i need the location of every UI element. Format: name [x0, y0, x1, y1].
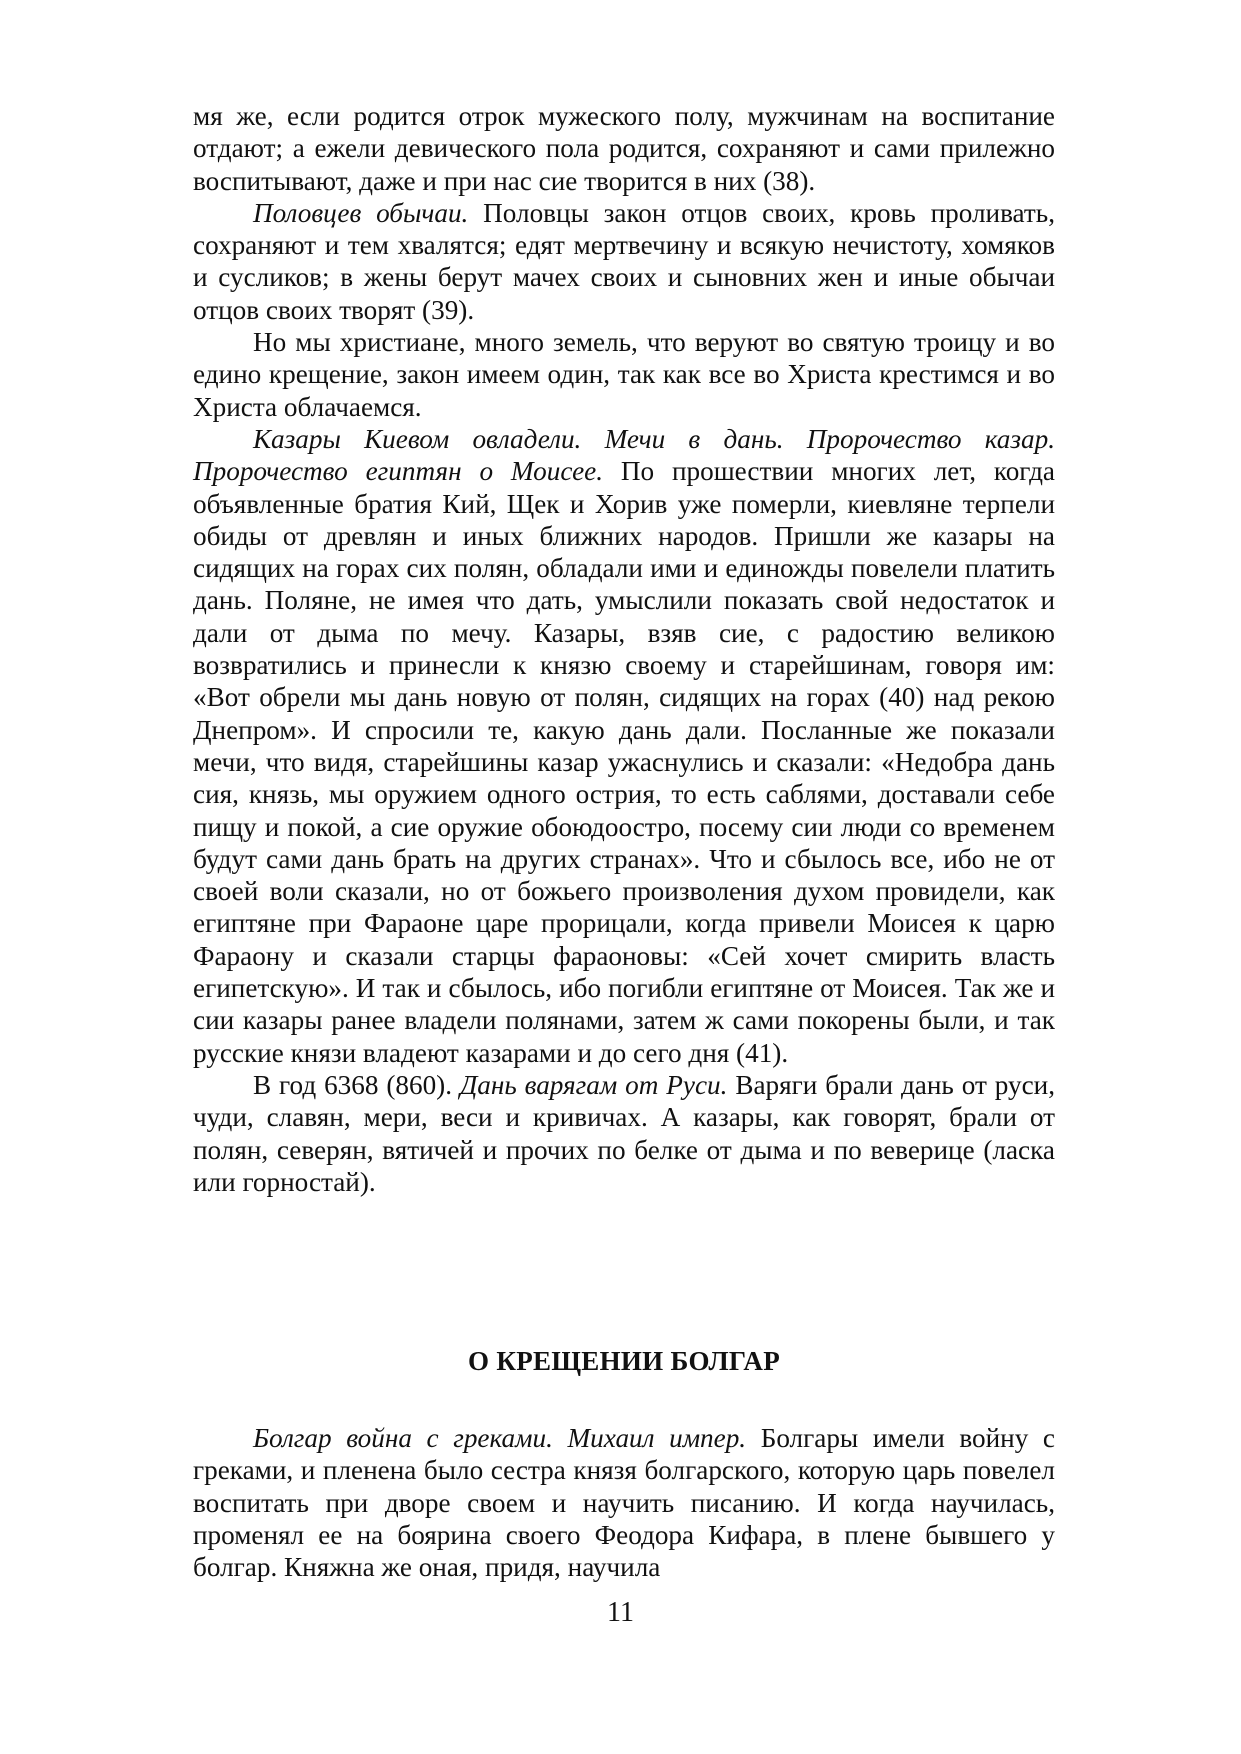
paragraph-2-lead: Половцев обычаи.: [253, 197, 469, 228]
paragraph-bulgar-text: Болгары имели войну с греками, и пленена было сестра князя болгарского, которую царь повелел воспитать при дворе своем и научить писанию. И когда научилась, променял ее на боярина своего Феодора Кифара, в плене бывшего у болгар. Княжна же оная, придя, научила: [193, 1423, 1055, 1583]
paragraph-5-italic: Дань варягам от Руси.: [459, 1069, 728, 1100]
paragraph-1-text: мя же, если родится отрок мужеского полу, мужчинам на воспитание отдают; а ежели девического пола родится, сохраняют и сами прилежно воспитывают, даже и при нас сие творится в них (38).: [193, 101, 1055, 196]
paragraph-5-tail: Варяги брали дань от руси, чуди, славян, мери, веси и кривичах. А казары, как говорят, брали от полян, северян, вятичей и прочих по белке от дыма и по веверице (ласка или горностай).: [193, 1069, 1055, 1197]
paragraph-5: [193, 1069, 1055, 1198]
paragraph-4-lead: Казары Киевом овладели. Мечи в дань. Пророчество казар. Пророчество египтян о Моисее.: [193, 423, 1055, 487]
paragraph-4-text: По прошествии многих лет, когда объявленные братия Кий, Щек и Хорив уже померли, киевляне терпели обиды от древлян и иных ближних народов. Пришли же казары на сидящих на горах сих полян, обладали ими и единожды повелели платить дань. Поляне, не имея что дать, умыслили показать свой недостаток и дали от дыма по мечу. Казары, взяв сие, с радостию великою возвратились и принесли к князю своему и старейшинам, говоря им: «Вот обрели мы дань новую от полян, сидящих на горах (40) над рекою Днепром». И спросили те, какую дань дали. Посланные же показали мечи, что видя, старейшины казар ужаснулись и сказали: «Недобра дань сия, князь, мы оружием одного острия, то есть саблями, доставали себе пищу и покой, а сие оружие обоюдоостро, посему сии люди со временем будут сами дань брать на других странах». Что и сбылось все, ибо не от своей воли сказали, но от божьего произволения духом провидели, как египтяне при Фараоне царе прорицали, когда привели Моисея к царю Фараону и сказали старцы фараоновы: «Сей хочет смирить власть египетскую». И так и сбылось, ибо погибли египтяне от Моисея. Так же и сии казары ранее владели полянами, затем ж сами покорены были, и так русские князи владеют казарами и до сего дня (41).: [193, 456, 1055, 1068]
paragraph-3-text: Но мы христиане, много земель, что веруют во святую троицу и во едино крещение, закон имеем один, так как все во Христа крестимся и во Христа облачаемся.: [193, 327, 1055, 422]
paragraph-5-text: В год 6368 (860).: [253, 1069, 460, 1100]
page-body: [193, 100, 1055, 1583]
paragraph-bulgar-lead: Болгар война с греками. Михаил импер.: [253, 1423, 747, 1453]
page-number: 11: [607, 1597, 634, 1628]
section-heading: О КРЕЩЕНИИ БОЛГАР: [467, 1346, 780, 1376]
paragraph-2-text: Половцы закон отцов своих, кровь проливать, сохраняют и тем хвалятся; едят мертвечину и всякую нечистоту, хомяков и сусликов; в жены берут мачех своих и сыновних жен и иные обычаи отцов своих творят (39).: [193, 197, 1055, 325]
paragraph-2: [193, 197, 1055, 326]
paragraph-3: [193, 326, 1055, 423]
paragraph-1: [193, 100, 1055, 197]
paragraph-4: [193, 423, 1055, 1069]
paragraph-bulgar: [193, 1422, 1055, 1583]
